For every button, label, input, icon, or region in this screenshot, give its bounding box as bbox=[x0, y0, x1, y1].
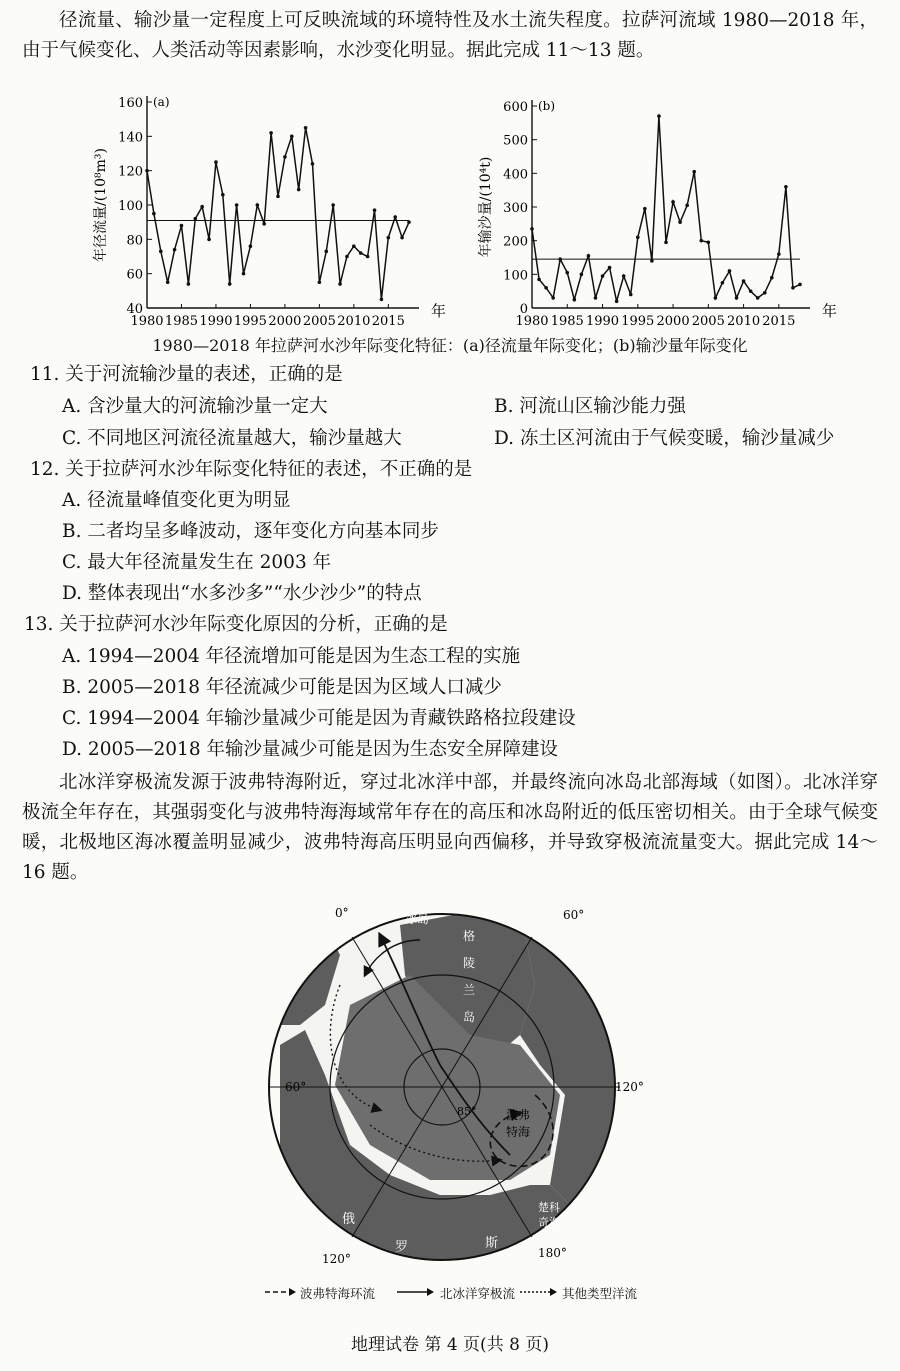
data-point bbox=[318, 280, 322, 284]
lon-label-60w: 60° bbox=[285, 1080, 307, 1094]
lon-label-120w: 120° bbox=[615, 1080, 644, 1094]
russia-label-3: 斯 bbox=[485, 1236, 499, 1251]
x-tick-label: 2015 bbox=[762, 314, 796, 329]
x-tick-label: 2000 bbox=[268, 314, 302, 329]
data-point bbox=[200, 205, 204, 209]
x-tick-label: 1985 bbox=[550, 314, 584, 329]
data-point bbox=[728, 269, 732, 273]
y-axis-label: 年输沙量/(10⁴t) bbox=[478, 156, 494, 258]
russia-label-1: 俄 bbox=[342, 1212, 356, 1227]
y-tick-label: 140 bbox=[118, 130, 143, 146]
y-tick-label: 60 bbox=[126, 267, 143, 283]
data-point bbox=[338, 282, 342, 286]
data-point bbox=[714, 296, 718, 300]
data-point bbox=[791, 286, 795, 290]
data-point bbox=[276, 195, 280, 199]
lon-label-180: 180° bbox=[538, 1246, 567, 1260]
legend-other: 其他类型洋流 bbox=[562, 1286, 638, 1301]
data-point bbox=[331, 203, 335, 207]
q13-option-c[interactable]: C. 1994—2004 年输沙量减少可能是因为青藏铁路格拉段建设 bbox=[62, 708, 576, 729]
q11-stem: 11. 关于河流输沙量的表述，正确的是 bbox=[30, 364, 343, 385]
data-point bbox=[664, 241, 668, 245]
data-point bbox=[228, 282, 232, 286]
data-point bbox=[608, 266, 612, 270]
data-point bbox=[558, 257, 562, 261]
q12-option-c[interactable]: C. 最大年径流量发生在 2003 年 bbox=[62, 552, 332, 573]
q13-option-a[interactable]: A. 1994—2004 年径流增加可能是因为生态工程的实施 bbox=[62, 646, 521, 667]
data-point bbox=[685, 204, 689, 208]
legend-transpolar: 北冰洋穿极流 bbox=[440, 1286, 516, 1301]
data-point bbox=[573, 298, 577, 302]
q12-option-d[interactable]: D. 整体表现出“水多沙多”“水少沙少”的特点 bbox=[62, 583, 422, 604]
q11-option-d[interactable]: D. 冻土区河流由于气候变暖，输沙量减少 bbox=[494, 428, 835, 449]
data-point bbox=[352, 244, 356, 248]
greenland-label-3: 兰 bbox=[463, 983, 476, 997]
data-point bbox=[145, 169, 149, 173]
data-point bbox=[166, 280, 170, 284]
x-tick-label: 2015 bbox=[371, 314, 405, 329]
data-point bbox=[290, 135, 294, 139]
greenland-label-2: 陵 bbox=[463, 956, 476, 970]
greenland-label-1: 格 bbox=[463, 929, 476, 943]
x-tick-label: 2005 bbox=[691, 314, 725, 329]
y-tick-label: 300 bbox=[503, 201, 528, 216]
x-tick-label: 1995 bbox=[621, 314, 655, 329]
series-line bbox=[147, 128, 409, 300]
runoff-chart bbox=[85, 88, 447, 333]
greenland-label-4: 岛 bbox=[463, 1010, 476, 1024]
q11-option-c[interactable]: C. 不同地区河流径流量越大，输沙量越大 bbox=[62, 428, 402, 449]
x-tick-label: 1985 bbox=[164, 314, 199, 329]
data-point bbox=[393, 215, 397, 219]
data-point bbox=[798, 283, 802, 287]
q12-option-b[interactable]: B. 二者均呈多峰波动，逐年变化方向基本同步 bbox=[62, 521, 439, 542]
data-point bbox=[207, 238, 211, 242]
q11-option-a[interactable]: A. 含沙量大的河流输沙量一定大 bbox=[62, 396, 328, 417]
data-point bbox=[530, 227, 534, 231]
y-tick-label: 400 bbox=[503, 167, 528, 183]
chukchi-label-1: 楚科 bbox=[538, 1201, 560, 1214]
data-point bbox=[580, 273, 584, 277]
q13-option-d[interactable]: D. 2005—2018 年输沙量减少可能是因为生态安全屏障建设 bbox=[62, 739, 558, 760]
data-point bbox=[615, 299, 619, 303]
data-point bbox=[387, 236, 391, 240]
data-point bbox=[671, 200, 675, 204]
legend-beaufort-gyre: 波弗特海环流 bbox=[300, 1286, 376, 1301]
data-point bbox=[777, 252, 781, 256]
series-line bbox=[532, 116, 800, 301]
y-tick-label: 40 bbox=[126, 302, 143, 317]
y-tick-label: 100 bbox=[503, 268, 528, 284]
page-footer: 地理试卷 第 4 页(共 8 页) bbox=[351, 1335, 549, 1355]
lon-label-120e: 120° bbox=[322, 1252, 351, 1266]
data-point bbox=[180, 224, 184, 228]
data-point bbox=[643, 207, 647, 211]
x-tick-label: 1990 bbox=[585, 314, 620, 329]
intro-paragraph-2: 北冰洋穿极流发源于波弗特海附近，穿过北冰洋中部，并最终流向冰岛北部海域（如图）。北冰洋穿极流全年存在，其强弱变化与波弗特海海域常年存在的高压和冰岛附近的低压密切相关。由于全球气候变暖，北极地区海冰覆盖明显减少，波弗特海高压明显向西偏移，并导致穿极流流量变大。据此完成 14～16 题。 bbox=[22, 772, 878, 883]
q12-stem: 12. 关于拉萨河水沙年际变化特征的表述，不正确的是 bbox=[30, 459, 473, 480]
y-tick-label: 80 bbox=[126, 233, 143, 249]
data-point bbox=[770, 276, 774, 280]
data-point bbox=[249, 244, 253, 248]
y-tick-label: 500 bbox=[503, 133, 528, 149]
data-point bbox=[242, 272, 246, 276]
data-point bbox=[235, 203, 239, 207]
data-point bbox=[544, 286, 548, 290]
sediment-chart bbox=[470, 88, 838, 333]
data-point bbox=[721, 281, 725, 285]
x-tick-label: 1995 bbox=[233, 314, 267, 329]
data-point bbox=[565, 271, 569, 275]
data-point bbox=[407, 220, 411, 224]
data-point bbox=[763, 291, 767, 295]
data-point bbox=[304, 126, 308, 130]
data-point bbox=[594, 296, 598, 300]
data-point bbox=[221, 193, 225, 197]
data-point bbox=[657, 114, 661, 118]
data-point bbox=[324, 250, 328, 254]
legend-dotted-arrow-icon bbox=[520, 1286, 558, 1298]
russia-label-2: 罗 bbox=[395, 1240, 409, 1255]
arctic-map bbox=[280, 895, 644, 1270]
figure-caption: 1980—2018 年拉萨河水沙年际变化特征：(a)径流量年际变化；(b)输沙量年际变化 bbox=[152, 336, 748, 355]
beaufort-label-2: 特海 bbox=[506, 1125, 531, 1139]
chukchi-label-2: 奇海 bbox=[538, 1216, 560, 1229]
intro-paragraph-1: 径流量、输沙量一定程度上可反映流域的环境特性及水土流失程度。拉萨河流域 1980—2018 年，由于气候变化、人类活动等因素影响，水沙变化明显。据此完成 11～13 题。 bbox=[22, 10, 878, 61]
data-point bbox=[366, 255, 370, 259]
data-point bbox=[742, 279, 746, 283]
y-axis-label: 年径流量/(10⁸m³) bbox=[93, 148, 109, 262]
data-point bbox=[650, 259, 654, 263]
lon-label-60e: 60° bbox=[563, 908, 585, 922]
x-tick-label: 2010 bbox=[337, 314, 371, 329]
data-point bbox=[699, 239, 703, 243]
lat-label-85: 85° bbox=[457, 1105, 477, 1118]
data-point bbox=[636, 236, 640, 240]
q12-option-a[interactable]: A. 径流量峰值变化更为明显 bbox=[62, 490, 291, 511]
data-point bbox=[784, 185, 788, 189]
y-tick-label: 160 bbox=[118, 96, 143, 111]
data-point bbox=[629, 293, 633, 297]
y-tick-label: 0 bbox=[519, 302, 528, 317]
x-axis-label: 年 bbox=[431, 302, 447, 320]
data-point bbox=[256, 203, 260, 207]
iceland-label: 冰岛 bbox=[405, 912, 430, 926]
x-tick-label: 2005 bbox=[302, 314, 336, 329]
data-point bbox=[692, 170, 696, 174]
data-point bbox=[193, 217, 197, 221]
data-point bbox=[214, 160, 218, 164]
data-point bbox=[380, 298, 384, 302]
data-point bbox=[262, 222, 266, 226]
data-point bbox=[269, 131, 273, 135]
data-point bbox=[173, 248, 177, 252]
y-tick-label: 600 bbox=[503, 100, 528, 115]
data-point bbox=[373, 208, 377, 212]
data-point bbox=[400, 236, 404, 240]
data-point bbox=[297, 188, 301, 192]
data-point bbox=[749, 289, 753, 293]
legend-solid-arrow-icon bbox=[397, 1286, 435, 1298]
x-tick-label: 1980 bbox=[130, 314, 164, 329]
y-tick-label: 120 bbox=[118, 164, 143, 180]
data-point bbox=[345, 255, 349, 259]
panel-label: (a) bbox=[153, 95, 170, 109]
data-point bbox=[587, 254, 591, 258]
data-point bbox=[152, 212, 156, 216]
q13-stem: 13. 关于拉萨河水沙年际变化原因的分析，正确的是 bbox=[24, 614, 448, 635]
data-point bbox=[159, 250, 163, 254]
x-tick-label: 2010 bbox=[727, 314, 761, 329]
y-tick-label: 100 bbox=[118, 199, 143, 214]
data-point bbox=[551, 296, 555, 300]
data-point bbox=[707, 241, 711, 245]
data-point bbox=[735, 296, 739, 300]
data-point bbox=[359, 251, 363, 255]
data-point bbox=[756, 296, 760, 300]
map-legend bbox=[0, 1282, 900, 1304]
data-point bbox=[678, 220, 682, 224]
q11-option-b[interactable]: B. 河流山区输沙能力强 bbox=[494, 396, 686, 417]
panel-label: (b) bbox=[538, 99, 556, 113]
beaufort-label-1: 波弗 bbox=[506, 1108, 531, 1122]
x-tick-label: 2000 bbox=[656, 314, 690, 329]
y-tick-label: 200 bbox=[503, 234, 528, 250]
q13-option-b[interactable]: B. 2005—2018 年径流减少可能是因为区域人口减少 bbox=[62, 677, 502, 698]
data-point bbox=[311, 162, 315, 166]
data-point bbox=[622, 274, 626, 278]
lon-label-0: 0° bbox=[335, 906, 349, 920]
data-point bbox=[283, 155, 287, 159]
x-tick-label: 1980 bbox=[515, 314, 549, 329]
data-point bbox=[537, 278, 541, 282]
x-tick-label: 1990 bbox=[199, 314, 233, 329]
data-point bbox=[187, 282, 191, 286]
x-axis-label: 年 bbox=[822, 302, 838, 320]
data-point bbox=[601, 274, 605, 278]
legend-dashed-arrow-icon bbox=[265, 1286, 297, 1298]
